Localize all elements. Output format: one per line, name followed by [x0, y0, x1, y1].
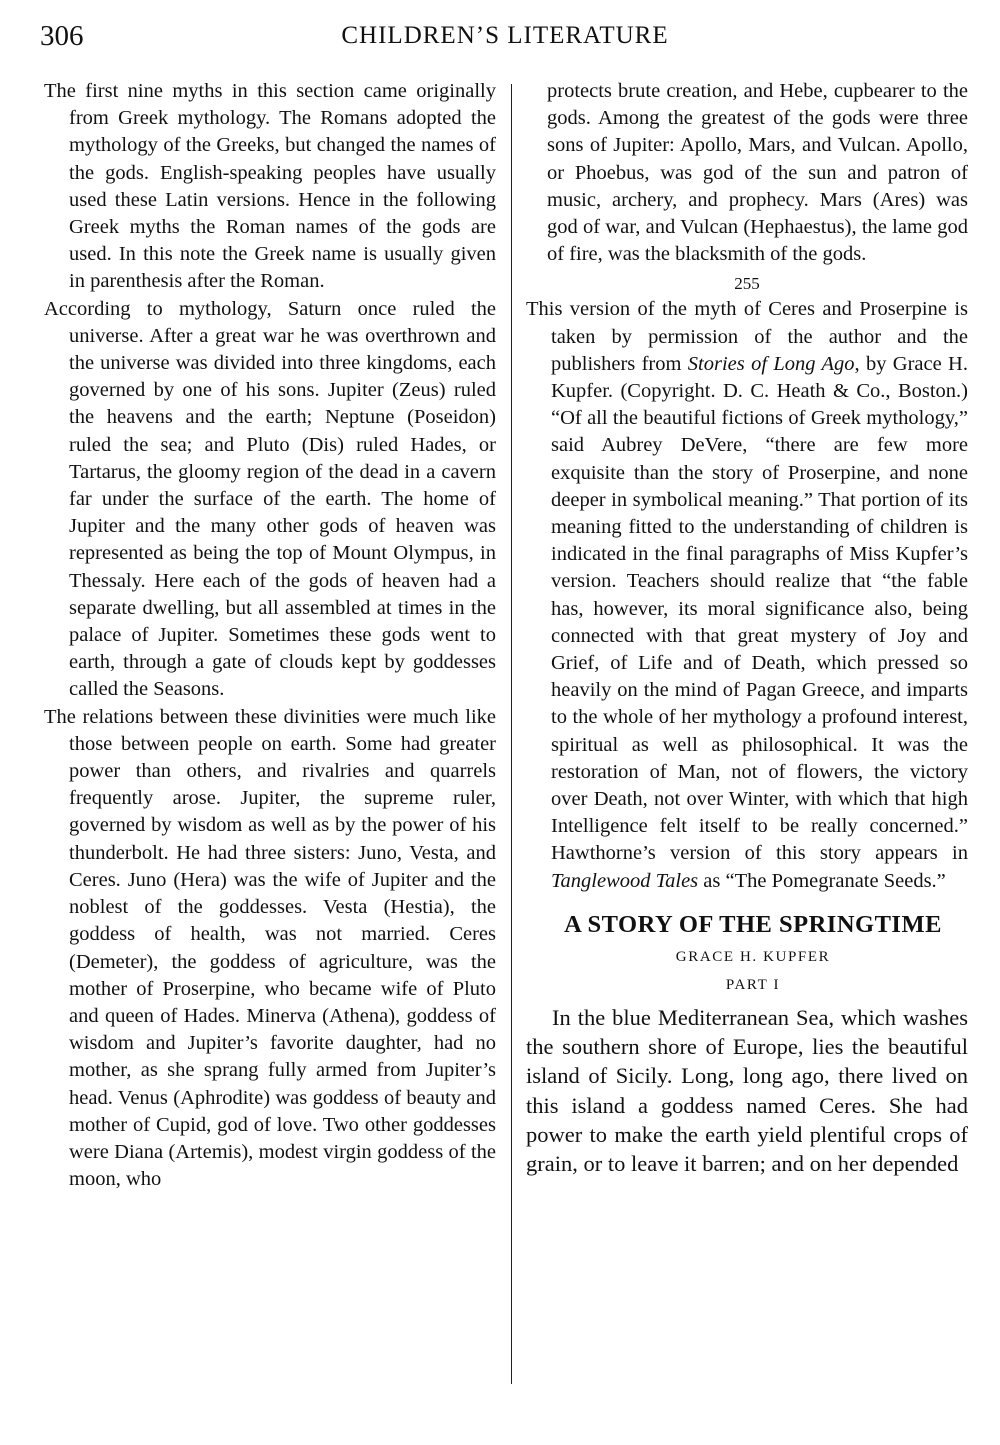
story-author: GRACE H. KUPFER	[675, 948, 831, 965]
note-paragraph-greek-myths: The first nine myths in this section came originally from Greek mythology. The Romans adopted the mythology of the Greeks, but changed the names of the gods. English-speaking peoples have usually used these Latin versions. Hence in the following Greek myths the Roman names of the gods are used. In this note the Greek name is usually given in parenthesis after the Roman.	[44, 80, 496, 293]
column-divider	[511, 84, 512, 1384]
note-paragraph-divinities: The relations between these divinities were much like those between people on earth. Some had greater power than others, and rivalries and quarrels frequently arose. Jupiter, the supreme ruler, governed by wisdom as well as by the power of his thunderbolt. He had three sisters: Juno, Vesta, and Ceres. Juno (Hera) was the wife of Jupiter and the noblest of the goddesses. Vesta (Hestia), the goddess of health, was not married. Ceres (Demeter), the goddess of agriculture, was the mother of Proserpine, who became wife of Pluto and queen of Hades. Minerva (Athena), goddess of wisdom and Jupiter’s favorite daughter, had no mother, as she sprang fully armed from Jupiter’s head. Venus (Aphrodite) was goddess of beauty and mother of Cupid, god of love. Two other goddesses were Diana (Artemis), modest virgin goddess of the moon, who	[44, 705, 496, 1191]
note-number: 255	[734, 274, 760, 294]
story-body-paragraph: In the blue Mediterranean Sea, which washes the southern shore of Europe, lies the beautiful island of Sicily. Long, long ago, there lived on this island a goddess named Ceres. She had power to make the earth yield plentiful crops of grain, or to leave it barren; and on her depended	[526, 1004, 968, 1177]
book-title-stories-of-long-ago: Stories of Long Ago	[687, 352, 855, 375]
note-text-part2: , by Grace H. Kupfer. (Copyright. D. C. Heath & Co., Boston.) “Of all the beautiful fictions of Greek mythology,” said Aubrey DeVere, “there are few more exquisite than the story of Proserpine, and none deeper in symbolical meaning.” That portion of its meaning fitted to the understanding of children is indicated in the final paragraphs of Miss Kupfer’s version. Teachers should realize that “the fable has, however, its moral significance also, being connected with that great mystery of Joy and Grief, of Life and of Death, which pressed so heavily on the mind of Pagan Greece, and imparts to the whole of her mythology a profound interest, spiritual as well as philosophical. It was the restoration of Man, not of flowers, the victory over Death, not over Winter, with which that high Intelligence felt itself to be really concerned.” Hawthorne’s version of this story appears in	[551, 352, 968, 865]
page-number: 306	[40, 20, 84, 52]
note-text-part3: as “The Pomegranate Seeds.”	[698, 869, 946, 892]
note-text-part1: This version of the myth of Ceres and Proserpine is taken by permission of the author and the publishers from	[526, 298, 968, 375]
page-header	[40, 14, 970, 58]
right-column	[526, 78, 968, 1179]
note-paragraph-proserpine	[526, 296, 968, 894]
running-head: CHILDREN’S LITERATURE	[341, 22, 669, 49]
story-title: A STORY OF THE SPRINGTIME	[564, 910, 942, 938]
book-title-tanglewood-tales: Tanglewood Tales	[551, 869, 699, 892]
left-column	[44, 78, 496, 1193]
story-part-heading: PART I	[725, 976, 781, 993]
note-paragraph-saturn: According to mythology, Saturn once ruled the universe. After a great war he was overthrown and the universe was divided into three kingdoms, each governed by one of his sons. Jupiter (Zeus) ruled the heavens and the earth; Neptune (Poseidon) ruled the sea; and Pluto (Dis) ruled Hades, or Tartarus, the gloomy region of the dead in a cavern far under the surface of the earth. The home of Jupiter and the many other gods of heaven was represented as being the top of Mount Olympus, in Thessaly. Here each of the gods of heaven had a separate dwelling, but all assembled at times in the palace of Jupiter. Sometimes these gods went to earth, through a gate of clouds kept by goddesses called the Seasons.	[44, 297, 496, 701]
note-continuation: protects brute creation, and Hebe, cupbearer to the gods. Among the greatest of the gods were three sons of Jupiter: Apollo, Mars, and Vulcan. Apollo, or Phoebus, was god of the sun and patron of music, archery, and prophecy. Mars (Ares) was god of war, and Vulcan (Hephaestus), the lame god of fire, was the blacksmith of the gods.	[547, 80, 968, 266]
